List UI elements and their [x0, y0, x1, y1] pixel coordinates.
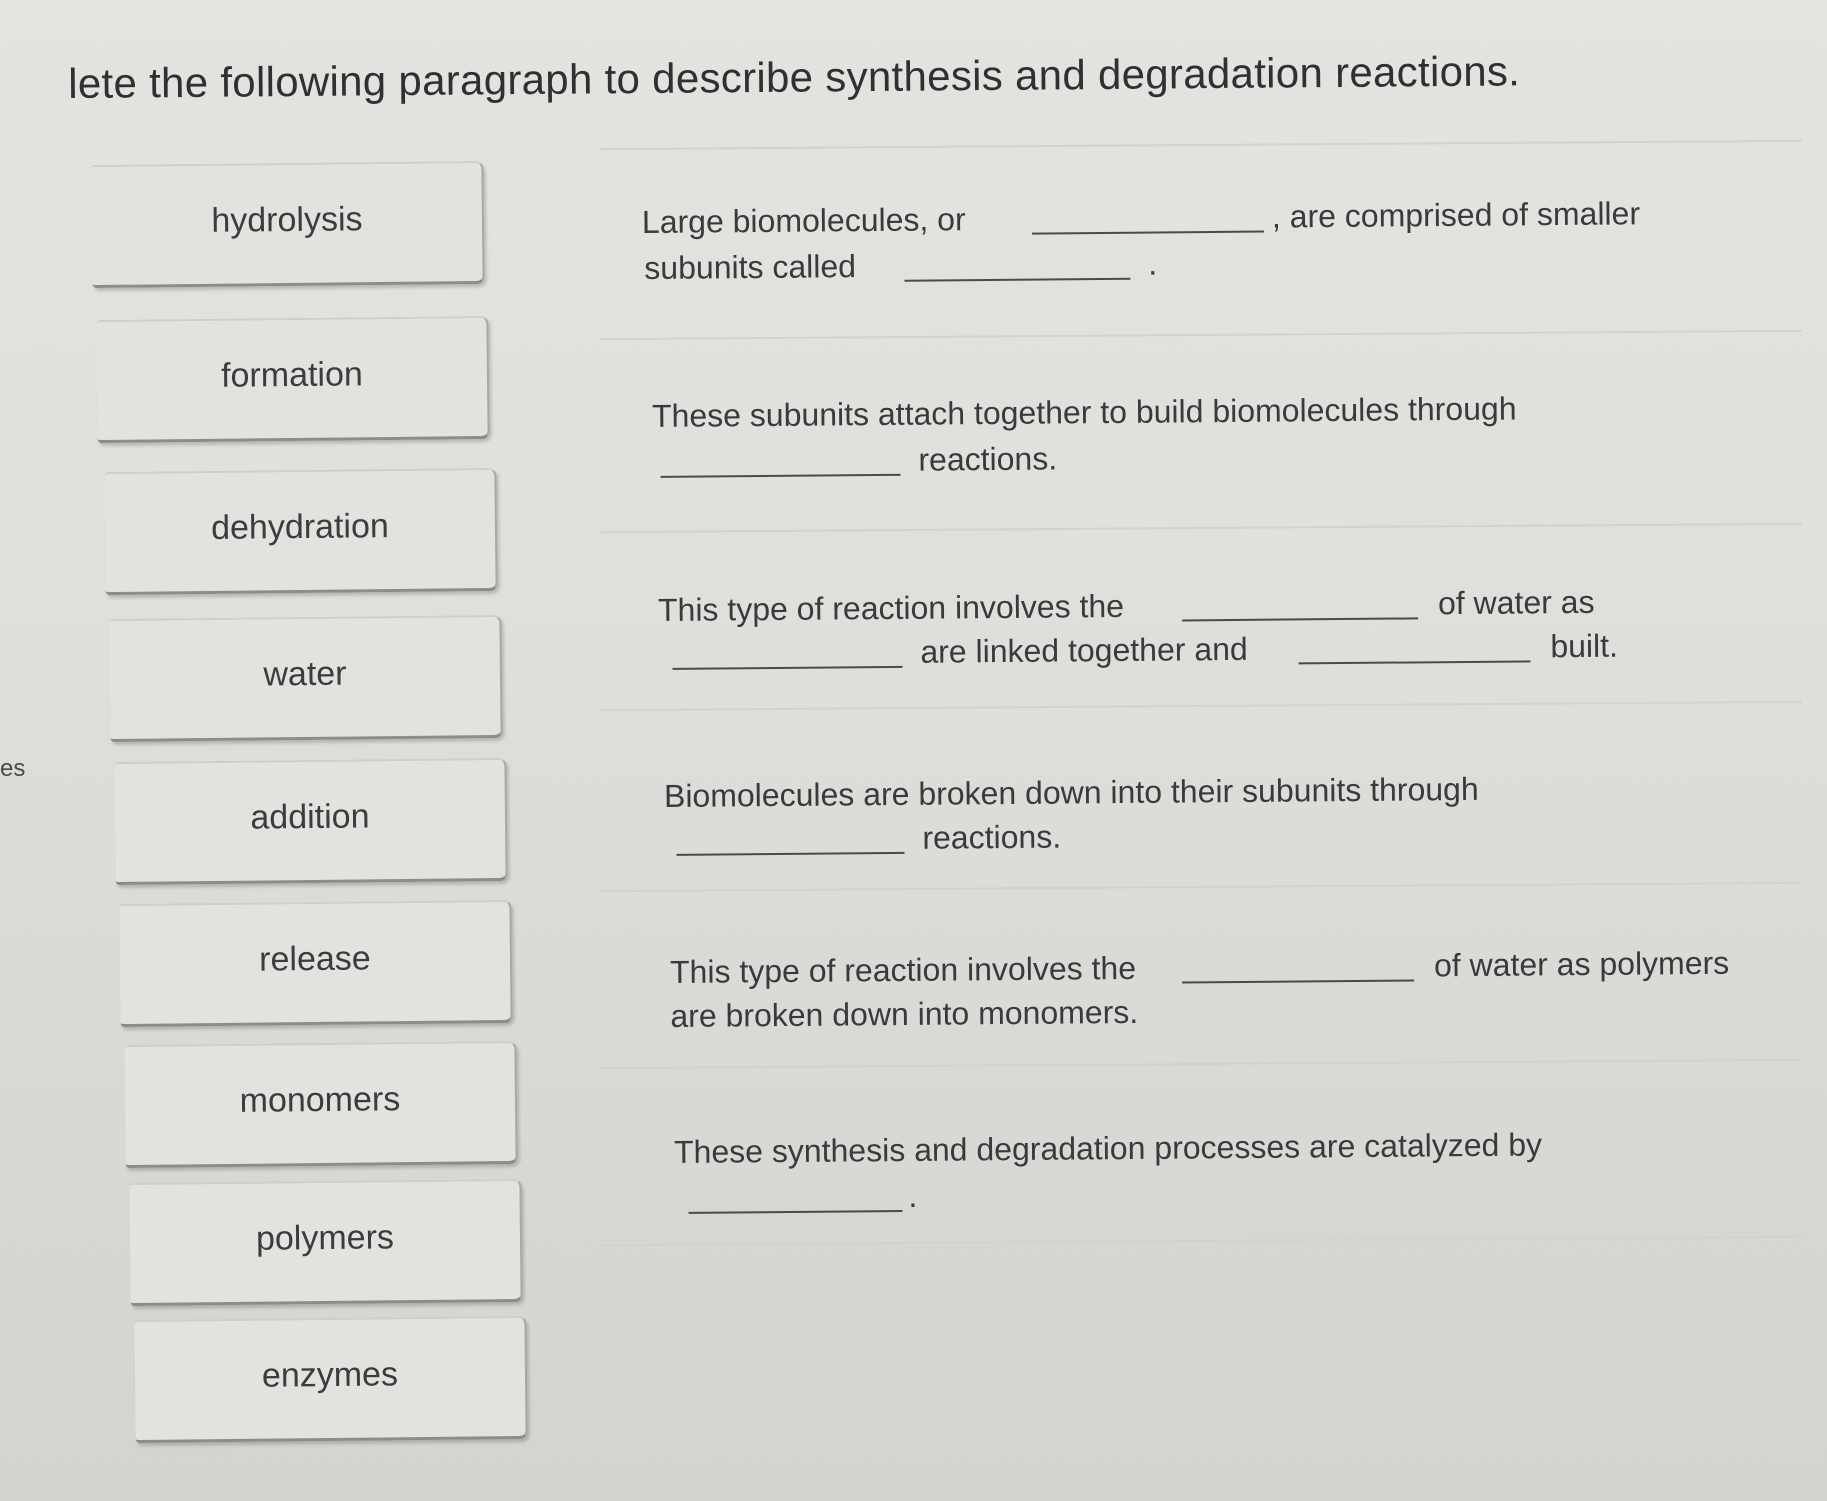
sentence-6-text-a: These synthesis and degradation processes are catalyzed by: [673, 1126, 1543, 1171]
sentence-6-text-b: .: [908, 1177, 918, 1214]
instructions-heading: lete the following paragraph to describe synthesis and degradation reactions.: [68, 47, 1521, 107]
word-tile-label: polymers: [255, 1217, 395, 1258]
word-tile-enzymes[interactable]: [134, 1316, 527, 1443]
sentence-2-text-b: reactions.: [918, 440, 1058, 478]
sentence-1-text-d: .: [1148, 245, 1158, 282]
sentence-5-text-b: of water as polymers: [1433, 944, 1730, 984]
sentence-4-text-a: Biomolecules are broken down into their subunits through: [663, 770, 1479, 815]
sentence-4-text-b: reactions.: [922, 818, 1062, 856]
word-tile-label: hydrolysis: [211, 199, 363, 240]
word-tile-label: enzymes: [261, 1354, 399, 1395]
sentence-2-text-a: These subunits attach together to build biomolecules through: [651, 390, 1517, 434]
sentence-3-text-c: are linked together and: [920, 630, 1248, 670]
word-tile-label: formation: [220, 354, 364, 395]
sentence-3-text-d: built.: [1550, 627, 1619, 665]
blank-6a[interactable]: [688, 1178, 902, 1214]
word-tile-label: release: [258, 938, 371, 979]
sentence-1-text-b: , are comprised of smaller: [1271, 195, 1641, 235]
sentence-5-text-c: are broken down into monomers.: [670, 993, 1139, 1034]
panel-divider: [600, 1236, 1802, 1246]
word-tile-label: dehydration: [210, 506, 389, 547]
sentence-5-text-a: This type of reaction involves the: [669, 949, 1137, 990]
word-tile-label: addition: [250, 796, 370, 837]
sentence-1-text-c: subunits called: [644, 248, 857, 286]
sentence-3-text-a: This type of reaction involves the: [657, 587, 1125, 629]
sentence-1-text-a: Large biomolecules, or: [641, 201, 966, 240]
word-tile-label: monomers: [239, 1079, 401, 1120]
cut-off-side-label: es: [0, 755, 26, 782]
sentence-3-text-b: of water as: [1437, 583, 1595, 622]
word-tile-label: water: [263, 654, 347, 693]
